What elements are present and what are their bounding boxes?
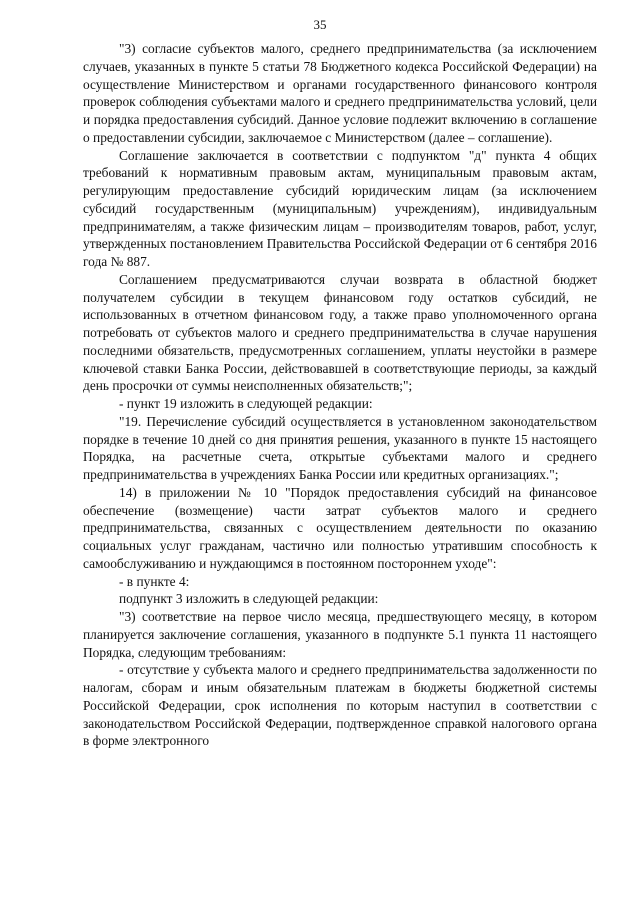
paragraph-no-debt-requirement: - отсутствие у субъекта малого и среднего предпринимательства задолженности по налогам, сборам и иным обязательным платежам в бюджеты бюджетной системы Российской Федерации, срок исполнения по которым наступил в соответствии с законодательством Российской Федерации, подтвержденное справкой налогового органа в форме электронного <box>83 662 597 749</box>
paragraph-subitem-3-consent: "3) согласие субъектов малого, среднего предпринимательства (за исключением случаев, указанных в пункте 5 статьи 78 Бюджетного кодекса Российской Федерации) на осуществление Министерством и органами государственного финансового контроля проверок соблюдения субъектами малого и среднего предпринимательства условий, цели и порядка предоставления субсидий. Данное условие подлежит включению в соглашение о предоставлении субсидии, заключаемое с Министерством (далее – соглашение). <box>83 41 597 145</box>
paragraph-subitem-3-instruction: подпункт 3 изложить в следующей редакции: <box>119 591 379 607</box>
paragraph-item-19-instruction: - пункт 19 изложить в следующей редакции: <box>119 396 373 411</box>
paragraph-appendix-10: 14) в приложении № 10 "Порядок предоставления субсидий на финансовое обеспечение (возмещение) части затрат субъектов малого и среднего предпринимательства, связанных с осуществлением деятельности по оказанию социальных услуг гражданам, частично или полностью утратившим способность к самообслуживанию и нуждающимся в постоянном постороннем уходе": <box>83 484 597 571</box>
paragraph-agreement-conclusion: Соглашение заключается в соответствии с подпунктом "д" пункта 4 общих требований к нормативным правовым актам, муниципальным правовым актам, регулирующим предоставление субсидий юридическим лицам (за исключением субсидий государственным (муниципальным) учреждениям), индивидуальным предпринимателям, а также физическим лицам – производителям товаров, работ, услуг, утвержденных постановлением Правительства Российской Федерации от 6 сентября 2016 года № 887. <box>83 147 597 269</box>
paragraph-agreement-provisions: Соглашением предусматриваются случаи возврата в областной бюджет получателем субсидии в текущем финансовом году остатков субсидий, не использованных в отчетном финансовом году, а также право уполномоченного органа потребовать от субъектов малого и среднего предпринимательства в случае нарушения последними обязательств, предусмотренных соглашением, уплаты неустойки в размере ключевой ставки Банка России, действовавшей в соответствующие периоды, за каждый день просрочки от суммы неисполненных обязательств;"; <box>83 271 597 394</box>
paragraph-item-19-text: "19. Перечисление субсидий осуществляется в установленном законодательством порядке в течение 10 дней со дня принятия решения, указанного в пункте 15 настоящего Порядка, на расчетные счета, открытые субъектами малого и среднего предпринимательства в учреждениях Банка России или кредитных организациях."; <box>83 413 597 482</box>
paragraph-subitem-3-compliance: "3) соответствие на первое число месяца, предшествующего месяцу, в котором планируется заключение соглашения, указанного в подпункте 5.1 пункта 11 настоящего Порядка, следующим требованиям: <box>83 609 597 660</box>
paragraph-item-4-instruction: - в пункте 4: <box>119 573 190 589</box>
page-number: 35 <box>313 17 327 32</box>
document-body <box>83 40 597 750</box>
